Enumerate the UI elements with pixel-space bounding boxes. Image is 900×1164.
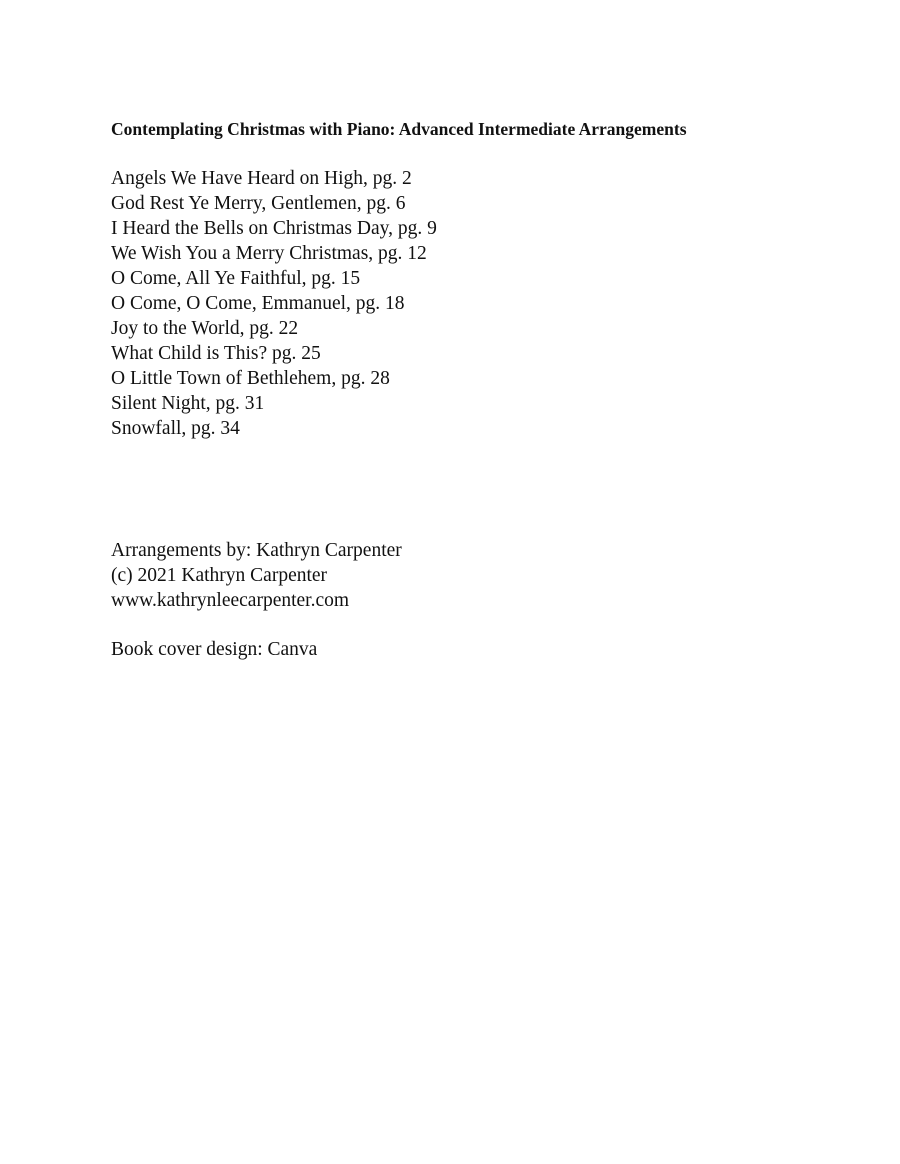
toc-item-o-come-all-ye-faithful: O Come, All Ye Faithful, pg. 15: [111, 268, 361, 289]
arranger-credit: Arrangements by: Kathryn Carpenter: [111, 540, 402, 561]
table-of-contents: [111, 166, 871, 441]
toc-item-god-rest-ye-merry-gentlemen: God Rest Ye Merry, Gentlemen, pg. 6: [111, 193, 406, 214]
toc-item-joy-to-the-world: Joy to the World, pg. 22: [111, 318, 299, 339]
spacer: [111, 613, 871, 637]
toc-item-i-heard-the-bells: I Heard the Bells on Christmas Day, pg. 9: [111, 218, 437, 239]
credits-section: [111, 538, 871, 662]
website-text: www.kathrynleecarpenter.com: [111, 590, 350, 611]
toc-item-what-child-is-this: What Child is This? pg. 25: [111, 343, 321, 364]
toc-item-snowfall: Snowfall, pg. 34: [111, 418, 240, 439]
toc-item-we-wish-you-a-merry-christmas: We Wish You a Merry Christmas, pg. 12: [111, 243, 427, 264]
page-content: [111, 116, 871, 662]
toc-item-silent-night: Silent Night, pg. 31: [111, 393, 265, 414]
toc-item-o-little-town-of-bethlehem: O Little Town of Bethlehem, pg. 28: [111, 368, 390, 389]
toc-item-o-come-o-come-emmanuel: O Come, O Come, Emmanuel, pg. 18: [111, 293, 405, 314]
cover-design-credit: Book cover design: Canva: [111, 639, 318, 660]
copyright-notice: (c) 2021 Kathryn Carpenter: [111, 565, 328, 586]
book-title: Contemplating Christmas with Piano: Advanced Intermediate Arrangements: [111, 119, 687, 139]
toc-item-angels-we-have-heard-on-high: Angels We Have Heard on High, pg. 2: [111, 168, 412, 189]
